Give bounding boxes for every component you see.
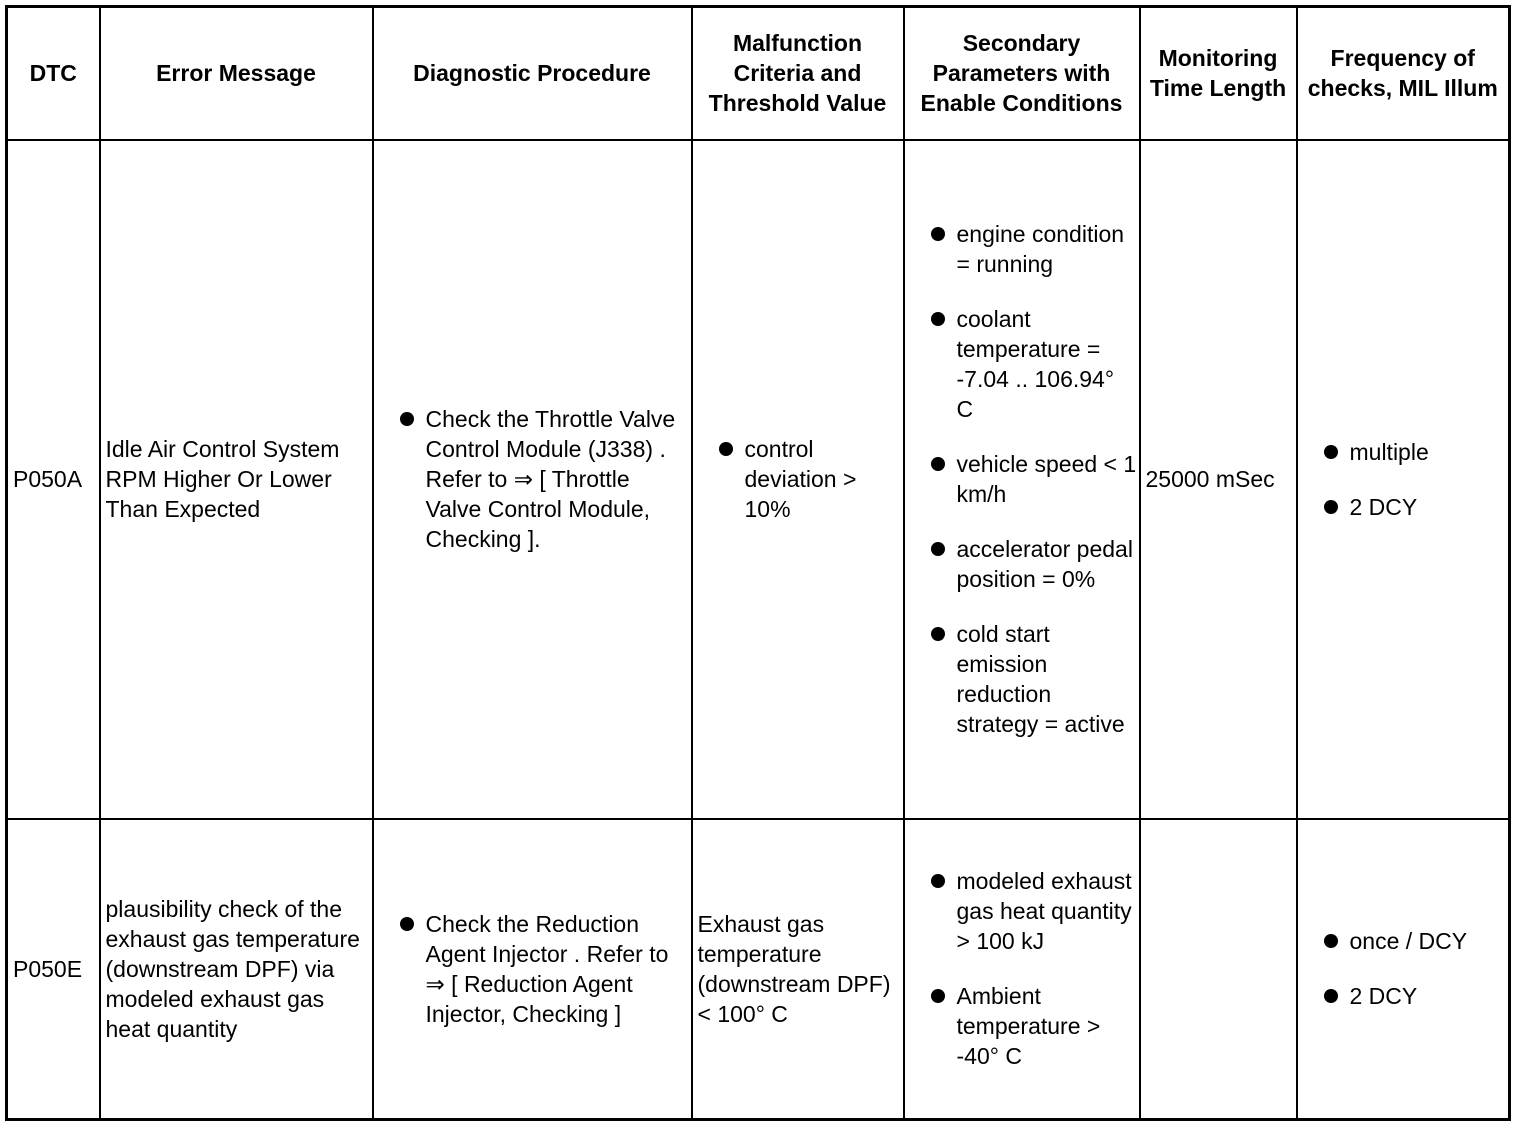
frequency-text: multiple — [1349, 438, 1429, 465]
procedure-link-text[interactable]: Check the Reduction Agent Injector . Refer to ⇒ [ Reduction Agent Injector, Checking ] — [425, 910, 669, 1027]
bullet-icon — [931, 989, 945, 1003]
table-row — [7, 140, 1510, 819]
header-malfunction-criteria: Malfunction Criteria and Threshold Value — [692, 7, 904, 140]
procedure-link-text[interactable]: Check the Throttle Valve Control Module (J338) . Refer to ⇒ [ Throttle Valve Control Module, Checking ]. — [425, 406, 676, 553]
bullet-icon — [400, 412, 414, 426]
header-monitoring-time: Monitoring Time Length — [1140, 7, 1297, 140]
list-item — [394, 909, 686, 1029]
bullet-icon — [1324, 445, 1338, 459]
table-row — [7, 819, 1510, 1120]
secondary-parameters — [904, 819, 1140, 1120]
header-error-message: Error Message — [100, 7, 373, 140]
bullet-icon — [931, 457, 945, 471]
parameter-text: engine condition = running — [956, 221, 1125, 278]
frequency-mil — [1297, 819, 1510, 1120]
criteria-text: control deviation > 10% — [744, 436, 857, 523]
dtc-code: P050E — [7, 819, 100, 1120]
list-item — [925, 866, 1137, 956]
list-item — [925, 619, 1137, 739]
list-item — [925, 534, 1137, 594]
parameter-text: cold start emission reduction strategy = active — [956, 621, 1125, 738]
dtc-code: P050A — [7, 140, 100, 819]
parameter-text: vehicle speed < 1 km/h — [956, 451, 1137, 508]
parameter-text: accelerator pedal position = 0% — [956, 536, 1133, 593]
secondary-parameters — [904, 140, 1140, 819]
frequency-text: once / DCY — [1349, 928, 1468, 955]
list-item — [925, 981, 1137, 1071]
list-item — [925, 219, 1137, 279]
bullet-icon — [931, 542, 945, 556]
diagnostic-procedure — [373, 140, 692, 819]
list-item — [1318, 926, 1504, 956]
parameter-text: modeled exhaust gas heat quantity > 100 kJ — [956, 868, 1132, 955]
bullet-icon — [400, 917, 414, 931]
list-item — [1318, 437, 1504, 467]
bullet-icon — [719, 442, 733, 456]
bullet-icon — [1324, 989, 1338, 1003]
malfunction-criteria — [692, 140, 904, 819]
header-diagnostic-procedure: Diagnostic Procedure — [373, 7, 692, 140]
frequency-mil — [1297, 140, 1510, 819]
bullet-icon — [931, 312, 945, 326]
monitoring-time — [1140, 819, 1297, 1120]
dtc-table — [5, 5, 1511, 1121]
bullet-icon — [931, 627, 945, 641]
bullet-icon — [1324, 934, 1338, 948]
list-item — [713, 434, 898, 524]
parameter-text: coolant temperature = -7.04 .. 106.94° C — [956, 306, 1115, 423]
malfunction-criteria: Exhaust gas temperature (downstream DPF) < 100° C — [692, 819, 904, 1120]
list-item — [925, 304, 1137, 424]
list-item — [925, 449, 1137, 509]
diagnostic-procedure — [373, 819, 692, 1120]
parameter-text: Ambient temperature > -40° C — [956, 983, 1101, 1070]
frequency-text: 2 DCY — [1349, 983, 1418, 1010]
error-message: Idle Air Control System RPM Higher Or Lower Than Expected — [100, 140, 373, 819]
list-item — [1318, 492, 1504, 522]
bullet-icon — [931, 227, 945, 241]
list-item — [394, 404, 686, 554]
list-item — [1318, 981, 1504, 1011]
error-message: plausibility check of the exhaust gas temperature (downstream DPF) via modeled exhaust gas heat quantity — [100, 819, 373, 1120]
frequency-text: 2 DCY — [1349, 493, 1418, 520]
bullet-icon — [931, 874, 945, 888]
monitoring-time: 25000 mSec — [1140, 140, 1297, 819]
table-header-row — [7, 7, 1510, 140]
bullet-icon — [1324, 500, 1338, 514]
header-dtc: DTC — [7, 7, 100, 140]
header-secondary-parameters: Secondary Parameters with Enable Conditions — [904, 7, 1140, 140]
header-frequency-mil: Frequency of checks, MIL Illum — [1297, 7, 1510, 140]
